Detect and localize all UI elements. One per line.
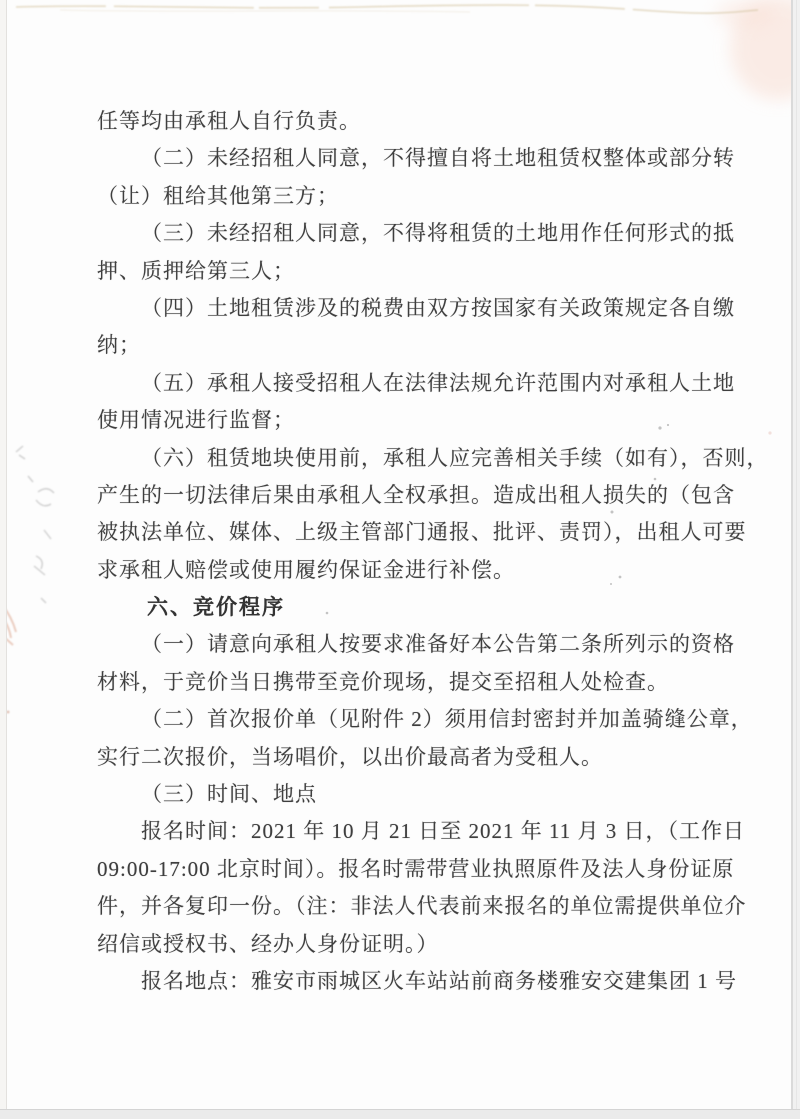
text-line: （二）未经招租人同意，不得擅自将土地租赁权整体或部分转: [141, 146, 735, 171]
text-line: 09:00-17:00 北京时间）。报名时需带营业执照原件及法人身份证原: [97, 856, 735, 881]
text-line: 押、质押给第三人；: [97, 258, 295, 283]
text-line: 产生的一切法律后果由承租人全权承担。造成出租人损失的（包含: [97, 482, 735, 507]
text-line: 报名时间：2021 年 10 月 21 日至 2021 年 11 月 3 日，（工作日: [141, 819, 745, 844]
text-line: 材料，于竞价当日携带至竞价现场，提交至招租人处检查。: [97, 669, 669, 694]
text-line: 求承租人赔偿或使用履约保证金进行补偿。: [97, 557, 515, 582]
pencil-smudge-artifacts: [16, 446, 54, 603]
text-line: 使用情况进行监督；: [97, 408, 295, 433]
section-heading: 六、竞价程序: [147, 596, 285, 620]
text-line: 被执法单位、媒体、上级主管部门通报、批评、责罚），出租人可要: [97, 520, 747, 545]
page-edge-left: [0, 0, 7, 1119]
text-line: 纳；: [97, 333, 141, 358]
text-line: （五）承租人接受招租人在法律法规允许范围内对承租人土地: [141, 370, 735, 395]
text-line: （三）时间、地点: [141, 782, 317, 807]
text-line: 实行二次报价，当场唱价，以出价最高者为受租人。: [97, 744, 603, 769]
text-line: 报名地点：雅安市雨城区火车站站前商务楼雅安交建集团 1 号: [141, 968, 737, 993]
page-edge-right: [791, 0, 800, 1119]
top-scan-line-artifact: [16, 5, 758, 13]
page-edge-bottom: [0, 1109, 800, 1119]
text-line: 件，并各复印一份。（注：非法人代表前来报名的单位需提供单位介: [97, 894, 747, 919]
text-line: 任等均由承租人自行负责。: [97, 109, 361, 133]
text-line: （让）租给其他第三方；: [97, 183, 339, 208]
text-line: （三）未经招租人同意，不得将租赁的土地用作任何形式的抵: [141, 221, 735, 246]
text-line: 绍信或授权书、经办人身份证明。）: [97, 931, 439, 956]
document-body: [97, 103, 769, 1000]
text-line: （四）土地租赁涉及的税费由双方按国家有关政策规定各自缴: [141, 295, 735, 320]
pink-smudge-artifact: [715, 0, 800, 100]
text-line: （六）租赁地块使用前，承租人应完善相关手续（如有），否则，: [141, 445, 769, 470]
text-line: （二）首次报价单（见附件 2）须用信封密封并加盖骑缝公章，: [141, 707, 753, 732]
text-line: （一）请意向承租人按要求准备好本公告第二条所列示的资格: [141, 632, 735, 657]
